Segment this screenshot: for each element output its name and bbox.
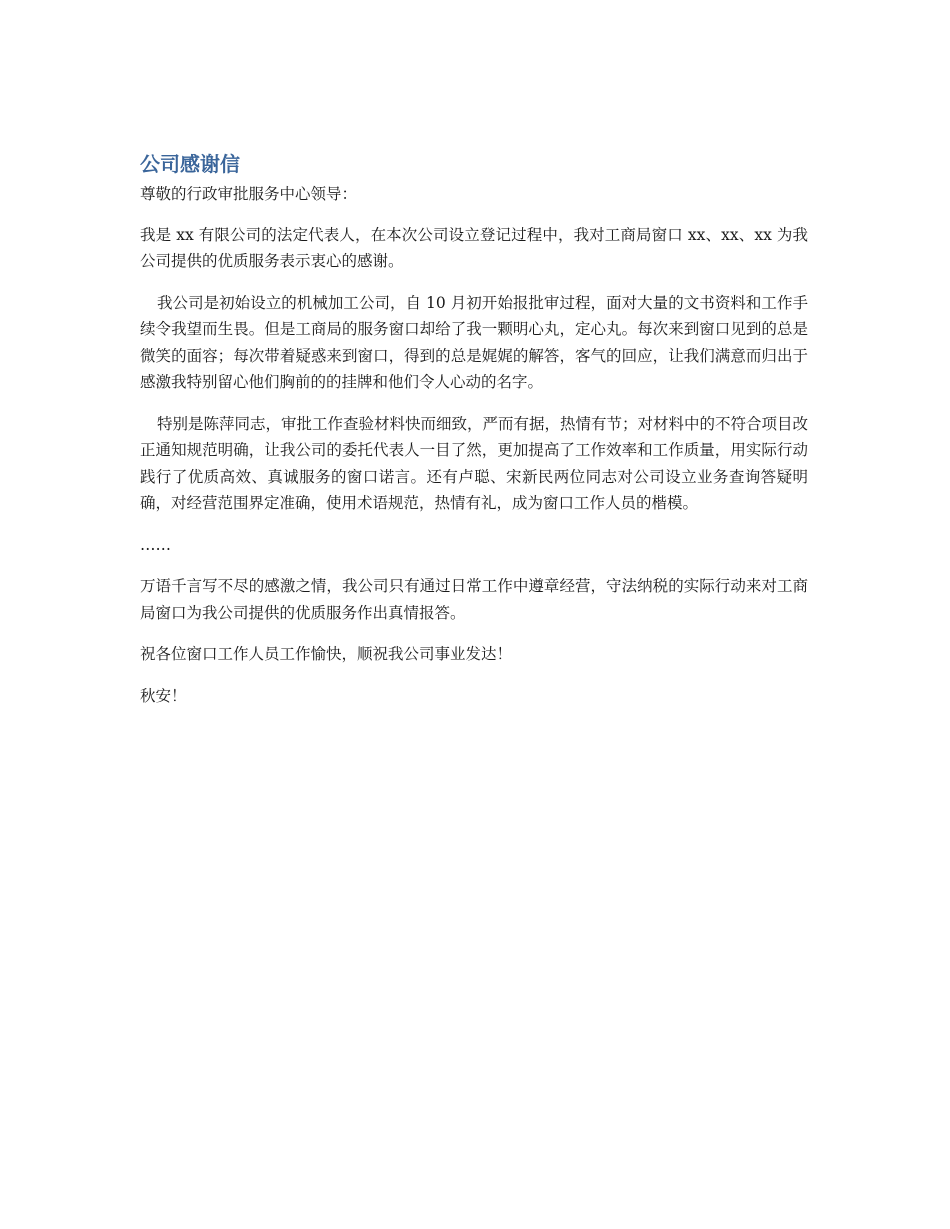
letter-body <box>140 150 808 724</box>
paragraph-closing: 秋安！ <box>140 686 187 705</box>
paragraph-staff-praise: 特别是陈萍同志，审批工作查验材料快而细致，严而有据，热情有节；对材料中的不符合项目改正通知规范明确，让我公司的委托代表人一目了然，更加提高了工作效率和工作质量，用实际行动践行了优质高效、真诚服务的窗口诺言。还有卢聪、宋新民两位同志对公司设立业务查询答疑明确，对经营范围界定准确，使用术语规范，热情有礼，成为窗口工作人员的楷模。 <box>140 414 809 512</box>
letter-salutation: 尊敬的行政审批服务中心领导： <box>140 185 358 203</box>
paragraph-ellipsis: …… <box>140 535 171 554</box>
letter-title: 公司感谢信 <box>140 152 240 176</box>
paragraph-wishes: 祝各位窗口工作人员工作愉快，顺祝我公司事业发达！ <box>140 645 513 663</box>
paragraph-background: 我公司是初始设立的机械加工公司，自 10 月初开始报批审过程，面对大量的文书资料和工作手续令我望而生畏。但是工商局的服务窗口却给了我一颗明心丸，定心丸。每次来到窗口见到的总是微笑的面容；每次带着疑惑来到窗口，得到的总是娓娓的解答，客气的回应，让我们满意而归出于感激我特别留心他们胸前的的挂牌和他们令人心动的名字。 <box>140 293 808 391</box>
paragraph-intro: 我是 xx 有限公司的法定代表人，在本次公司设立登记过程中，我对工商局窗口 xx、xx、xx 为我公司提供的优质服务表示衷心的感谢。 <box>140 225 808 270</box>
paragraph-gratitude: 万语千言写不尽的感激之情，我公司只有通过日常工作中遵章经营，守法纳税的实际行动来对工商局窗口为我公司提供的优质服务作出真情报答。 <box>140 577 808 622</box>
